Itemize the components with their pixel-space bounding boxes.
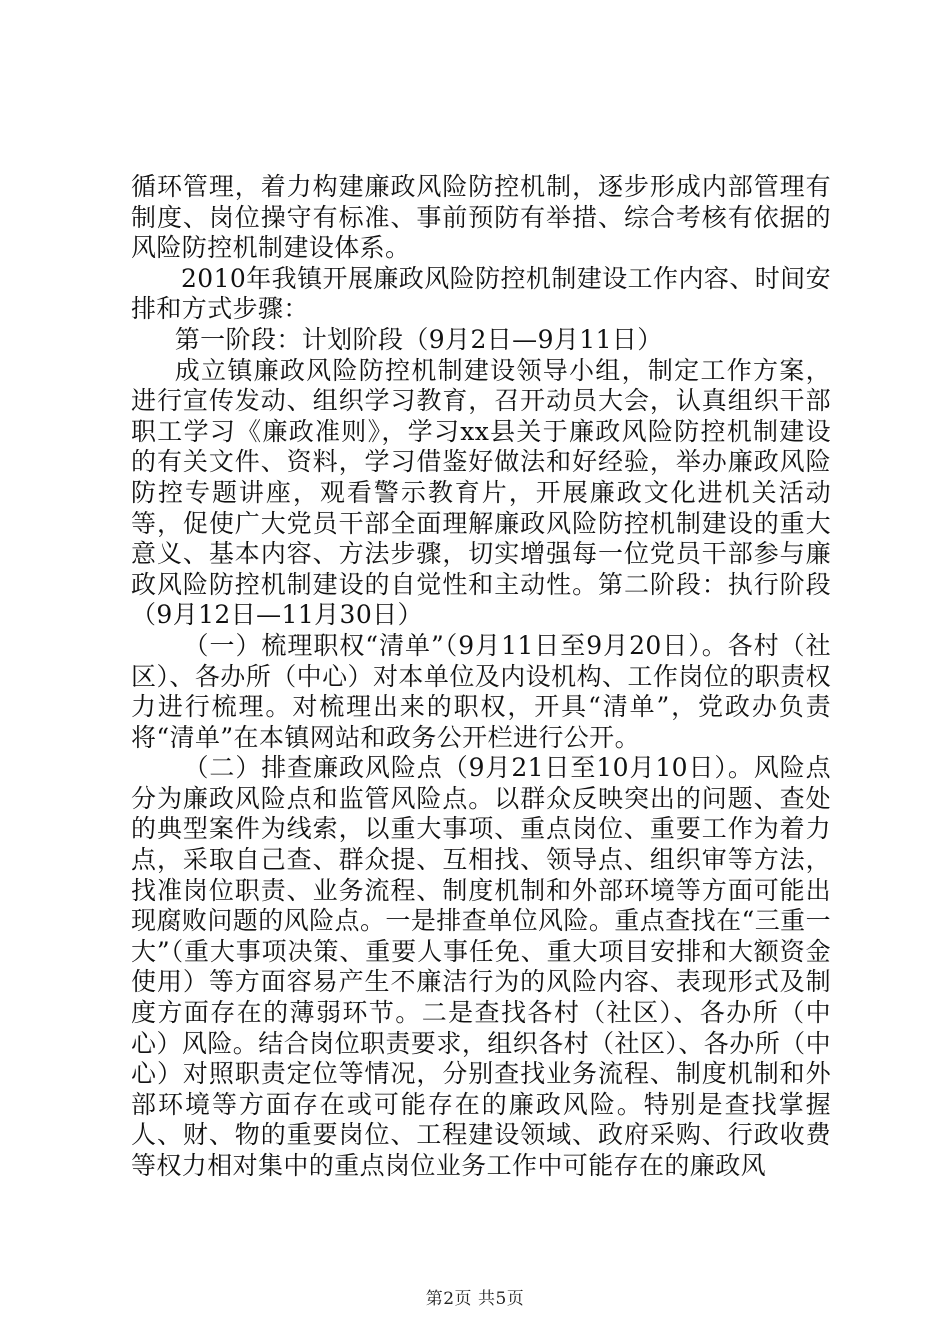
heading-phase-one: 第一阶段：计划阶段（9月2日—9月11日）: [174, 324, 663, 354]
page-number-footer: 第2页 共5页: [425, 1289, 525, 1309]
paragraph-section-one: （一）梳理职权“清单”（9月11日至9月20日）。各村（社区）、各办所（中心）对本单位及内设机构、工作岗位的职责权力进行梳理。对梳理出来的职权，开具“清单”，党政办负责将“清单”在本镇网站和政务公开栏进行公开。: [131, 630, 831, 752]
paragraph-intro: 2010年我镇开展廉政风险防控机制建设工作内容、时间安排和方式步骤：: [131, 263, 831, 324]
document-body: [131, 172, 831, 1182]
paragraph-continuation: 循环管理，着力构建廉政风险防控机制，逐步形成内部管理有制度、岗位操守有标准、事前预防有举措、综合考核有依据的风险防控机制建设体系。: [131, 172, 831, 263]
paragraph-phase-one: 成立镇廉政风险防控机制建设领导小组，制定工作方案，进行宣传发动、组织学习教育，召开动员大会，认真组织干部职工学习《廉政准则》，学习xx县关于廉政风险防控机制建设的有关文件、资料，学习借鉴好做法和好经验，举办廉政风险防控专题讲座，观看警示教育片，开展廉政文化进机关活动等，促使广大党员干部全面理解廉政风险防控机制建设的重大意义、基本内容、方法步骤，切实增强每一位党员干部参与廉政风险防控机制建设的自觉性和主动性。第二阶段：执行阶段（9月12日—11月30日）: [131, 355, 831, 630]
paragraph-section-two: （二）排查廉政风险点（9月21日至10月10日）。风险点分为廉政风险点和监管风险点。以群众反映突出的问题、查处的典型案件为线索，以重大事项、重点岗位、重要工作为着力点，采取自己查、群众提、互相找、领导点、组织审等方法，找准岗位职责、业务流程、制度机制和外部环境等方面可能出现腐败问题的风险点。一是排查单位风险。重点查找在“三重一大”（重大事项决策、重要人事任免、重大项目安排和大额资金使用）等方面容易产生不廉洁行为的风险内容、表现形式及制度方面存在的薄弱环节。二是查找各村（社区）、各办所（中心）风险。结合岗位职责要求，组织各村（社区）、各办所（中心）对照职责定位等情况，分别查找业务流程、制度机制和外部环境等方面存在或可能存在的廉政风险。特别是查找掌握人、财、物的重要岗位、工程建设领域、政府采购、行政收费等权力相对集中的重点岗位业务工作中可能存在的廉政风: [131, 753, 831, 1180]
